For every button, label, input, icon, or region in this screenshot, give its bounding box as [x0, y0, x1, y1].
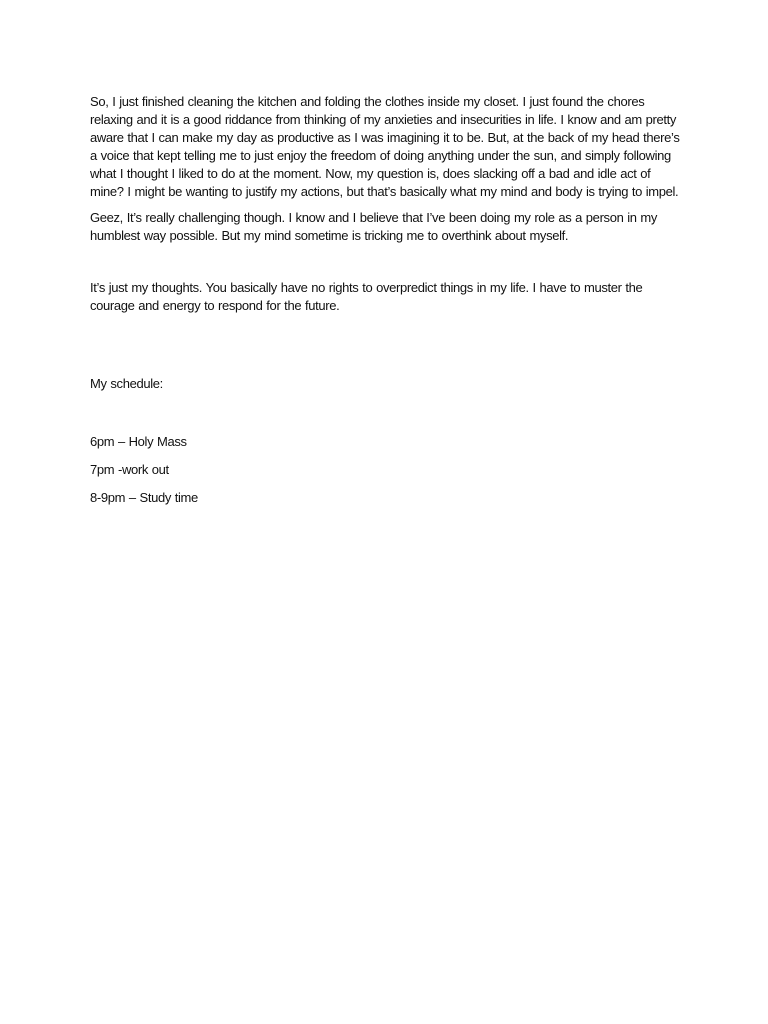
schedule-item: 8-9pm – Study time	[90, 490, 198, 505]
paragraph-chores: So, I just finished cleaning the kitchen and folding the clothes inside my closet. I just found the chores relaxing and it is a good riddance from thinking of my anxieties and insecurities in life. I know and am pretty aware that I can make my day as productive as I was imagining it to be. But, at the back of my head there’s a voice that kept telling me to just enjoy the freedom of doing anything under the sun, and simply following what I thought I liked to do at the moment. Now, my question is, does slacking off a bad and idle act of mine? I might be wanting to justify my actions, but that’s basically what my mind and body is trying to impel.	[90, 94, 680, 199]
schedule-item: 6pm – Holy Mass	[90, 434, 187, 449]
schedule-list	[90, 433, 680, 507]
paragraph-challenging: Geez, It’s really challenging though. I know and I believe that I’ve been doing my role as a person in my humblest way possible. But my mind sometime is tricking me to overthink about myself.	[90, 210, 658, 243]
paragraph-thoughts: It’s just my thoughts. You basically have no rights to overpredict things in my life. I have to muster the courage and energy to respond for the future.	[90, 280, 643, 313]
document-body	[90, 93, 680, 517]
schedule-item: 7pm -work out	[90, 462, 169, 477]
schedule-title: My schedule:	[90, 376, 163, 391]
